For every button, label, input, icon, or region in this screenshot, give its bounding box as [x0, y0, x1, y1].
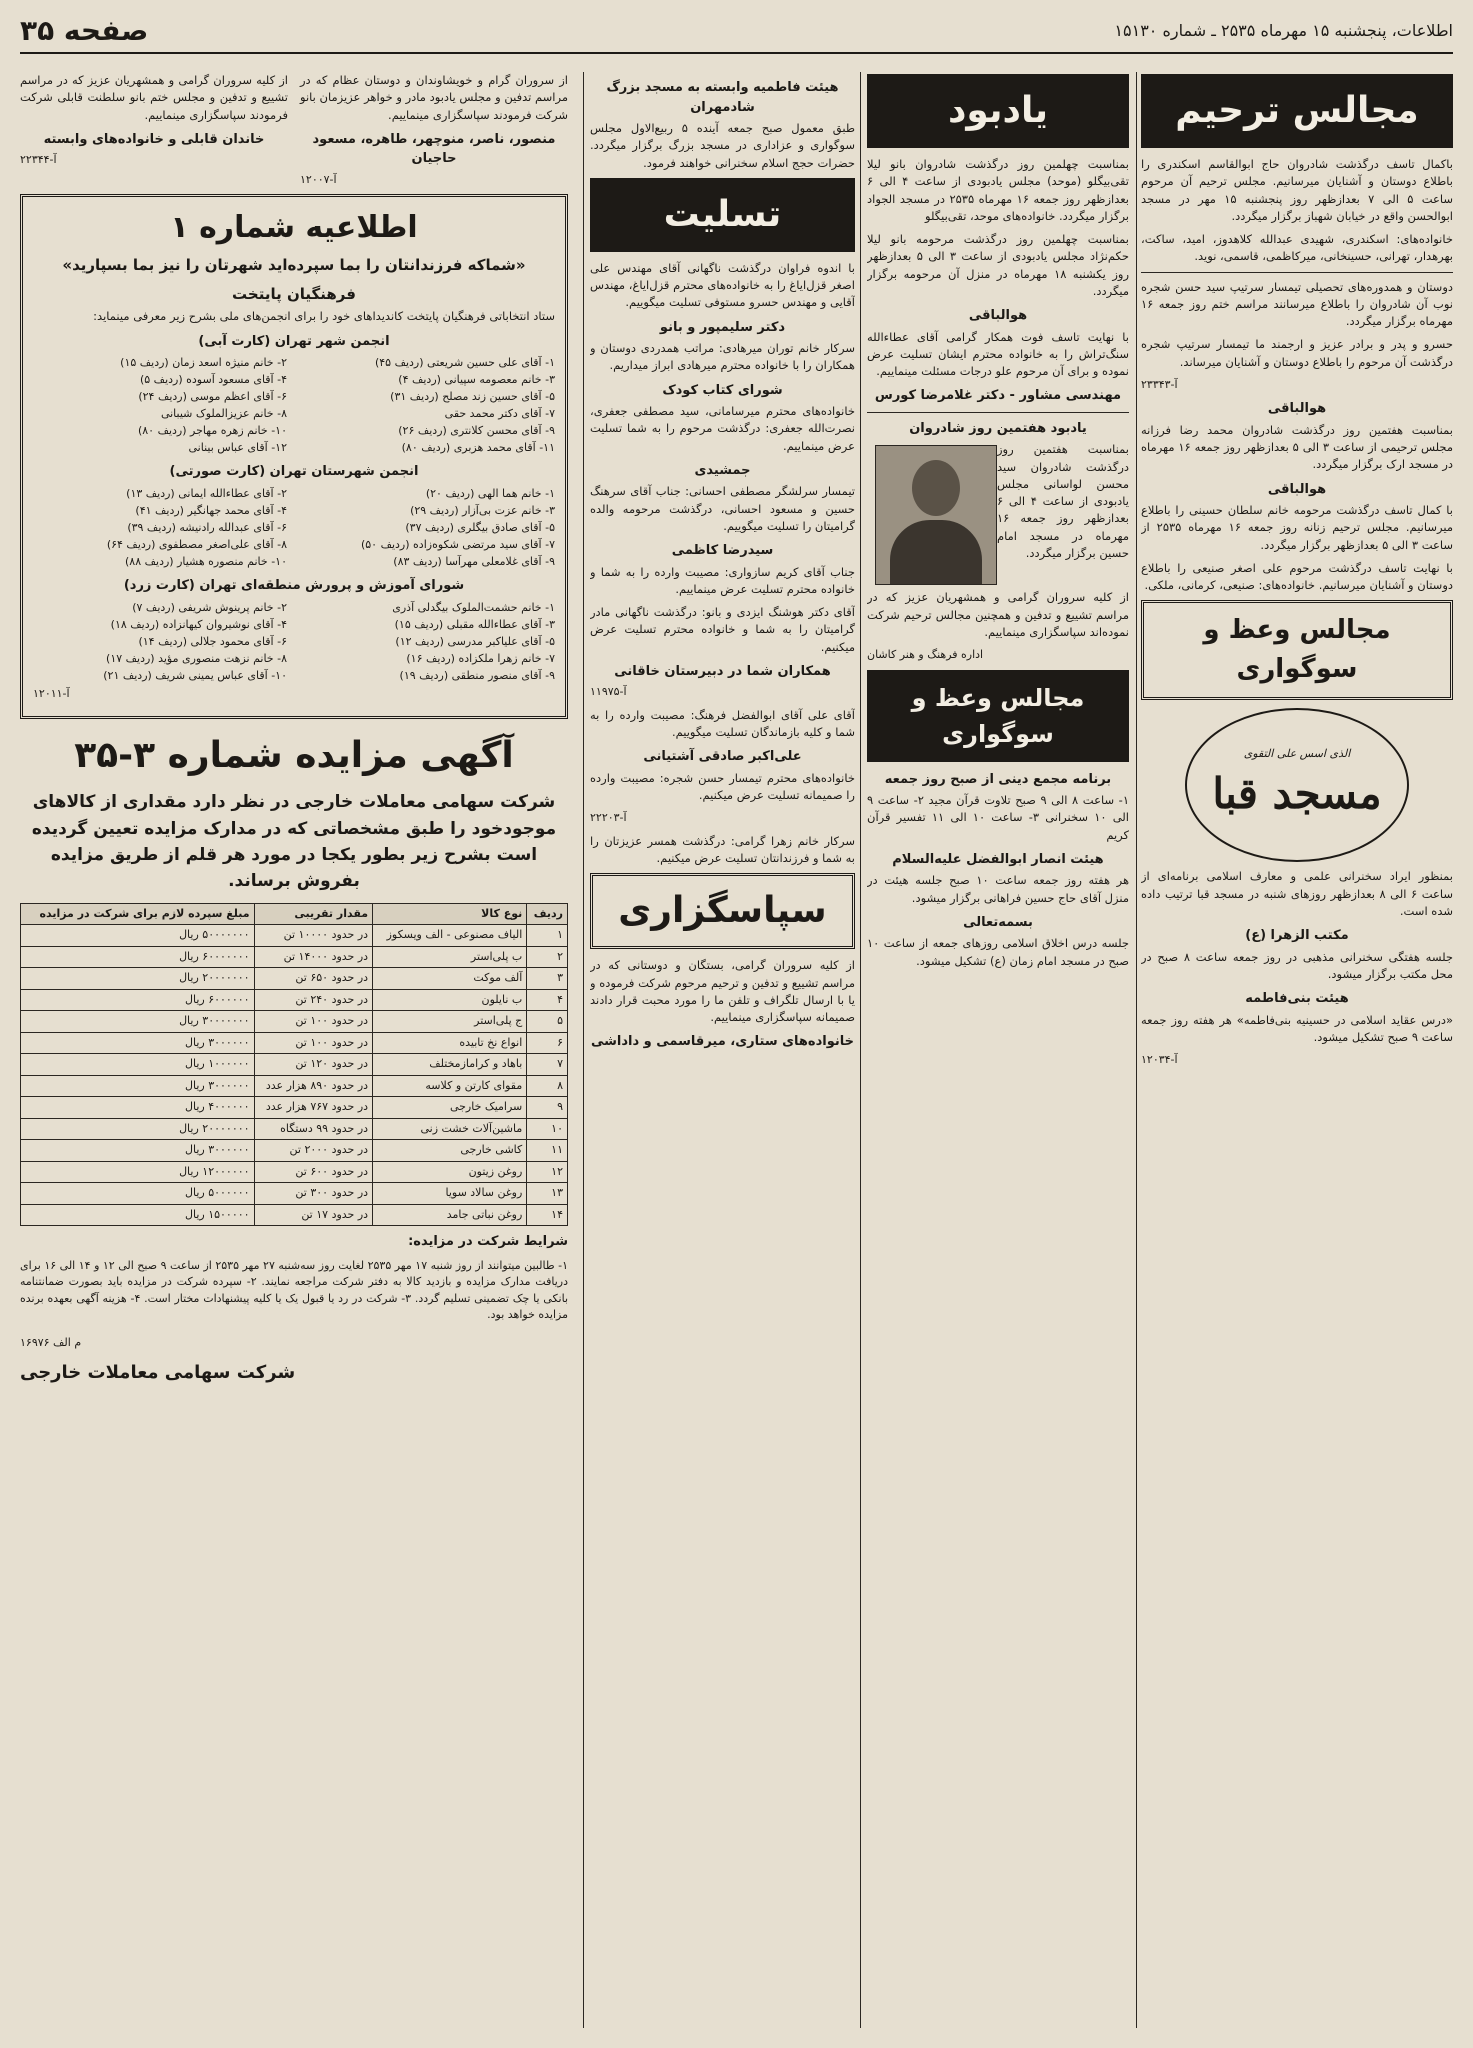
notice-text: آقای علی آقای ابوالفضل فرهنگ: مصیبت وارده را به شما و کلیه بازماندگان تسلیت میگوییم. — [590, 707, 855, 739]
notice-text: جناب آقای کریم سازواری: مصیبت وارده را به شما و خانواده محترم تسلیت عرض مینماییم. — [590, 564, 855, 596]
notice-heading: هیئت بنی‌فاطمه — [1245, 991, 1349, 1006]
auction-notice — [20, 729, 568, 1386]
ad-ref: آ-۱۲۰۰۷ — [300, 172, 337, 186]
ad-ref: آ-۱۲۰۳۴ — [1141, 1053, 1178, 1066]
table-cell: باهاد و کرامازمختلف — [373, 1054, 527, 1076]
candidate: ۳- خانم عزت بی‌آزار (ردیف ۲۹) — [410, 503, 555, 517]
table-cell: ۱۰۰۰۰۰۰ ریال — [21, 1054, 255, 1076]
notice-heading: مهندسی مشاور - دکتر غلامرضا کورس — [874, 388, 1122, 404]
conditions-title: شرایط شرکت در مزایده: — [408, 1234, 568, 1250]
table-cell: در حدود ۱۰۰ تن — [254, 1011, 373, 1033]
candidate: ۷- خانم زهرا ملکزاده (ردیف ۱۶) — [406, 651, 555, 665]
column-header: ردیف — [527, 903, 568, 925]
table-cell: ۴۰۰۰۰۰۰ ریال — [21, 1097, 255, 1119]
thanks-notice — [300, 72, 568, 194]
auction-signature: شرکت سهامی معاملات خارجی — [20, 1362, 296, 1384]
signature: جمشیدی — [694, 462, 751, 478]
notice-heading: هوالباقی — [1267, 401, 1327, 417]
candidate: ۶- آقای عبدالله رادنیشه (ردیف ۳۹) — [127, 520, 287, 534]
table-cell: روغن زیتون — [373, 1161, 527, 1183]
table-row — [21, 1097, 568, 1119]
table-cell: ۶۰۰۰۰۰۰ ریال — [21, 989, 255, 1011]
signature: همکاران شما در دبیرستان خاقانی — [614, 663, 831, 679]
photo-caption: یادبود هفتمین روز شادروان — [909, 420, 1087, 436]
notice-text: خانواده‌های: اسکندری، شهیدی عبدالله کلاهدوز، امید، ساکت، بهرهدار، تهرانی، حسینخانی، میرکاظمی، قاسمی، نوید. — [1141, 232, 1453, 264]
notice-text: جلسه هفتگی سخنرانی مذهبی در روز جمعه ساعت ۸ صبح در محل مکتب برگزار میشود. — [1141, 949, 1453, 981]
candidate: ۲- خانم پرینوش شریفی (ردیف ۷) — [132, 600, 287, 614]
candidate: ۴- آقای نوشیروان کیهانزاده (ردیف ۱۸) — [110, 617, 287, 631]
notice-heading: هوالباقی — [968, 308, 1028, 323]
table-row — [21, 1140, 568, 1162]
candidate-list — [33, 485, 555, 570]
table-row — [21, 1054, 568, 1076]
ad-ref: م الف ۱۶۹۷۶ — [20, 1335, 82, 1349]
table-row — [21, 1032, 568, 1054]
auction-intro: شرکت سهامی معاملات خارجی در نظر دارد مقداری از کالاهای موجودخود را طبق مشخصاتی که در مدارک مزایده تعیین گردیده است بشرح زیر بطور یکجا در مورد هر قلم از طریق مزایده بفروش برساند. — [31, 792, 557, 892]
ad-ref: آ-۱۱۹۷۵ — [590, 685, 627, 699]
table-row — [21, 1075, 568, 1097]
table-cell: ب پلی‌استر — [373, 946, 527, 968]
signature: دکتر سلیمپور و بانو — [659, 319, 786, 335]
table-cell: در حدود ۷۶۷ هزار عدد — [254, 1097, 373, 1119]
portrait-photo — [875, 445, 997, 585]
separator — [1141, 272, 1453, 273]
banner-majalese-tarhim: مجالس ترحیم — [1141, 74, 1453, 148]
candidate: ۱۰- آقای عباس یمینی شریف (ردیف ۲۱) — [103, 668, 287, 682]
table-cell: ۸ — [527, 1075, 568, 1097]
candidate: ۳- آقای عطاءالله مقبلی (ردیف ۱۵) — [394, 617, 555, 631]
notice-text: بمناسبت چهلمین روز درگذشت مرحومه بانو لیلا حکم‌نژاد مجلس یادبودی از ساعت ۳ الی ۵ بعدازظهر روز یکشنبه ۱۸ مهرماه در منزل آن مرحومه برگزار میگردد. — [867, 232, 1129, 298]
candidate: ۸- خانم نزهت منصوری مؤید (ردیف ۱۷) — [106, 651, 287, 665]
notice-text: از سروران گرام و خویشاوندان و دوستان عظام که در مراسم تدفین و مجلس یادبود مادر و خواهر عزیزمان بانو شرکت فرمودند سپاسگزاری مینماییم. — [300, 73, 568, 122]
issue-info: اطلاعات، پنجشنبه ۱۵ مهرماه ۲۵۳۵ ـ شماره ۱۵۱۳۰ — [1114, 20, 1453, 40]
table-row — [21, 989, 568, 1011]
announcement-intro: ستاد انتخاباتی فرهنگیان پایتخت کاندیداهای خود را برای انجمن‌های ملی بشرح زیر معرفی مینماید: — [93, 309, 555, 324]
table-cell: در حدود ۸۹۰ هزار عدد — [254, 1075, 373, 1097]
table-cell: ۲۰۰۰۰۰۰۰ ریال — [21, 968, 255, 990]
table-cell: ۷ — [527, 1054, 568, 1076]
notice-text: با کمال تاسف درگذشت مرحومه خانم سلطان حسینی را باطلاع میرسانیم. مجلس ترحیم زنانه روز جمعه ۱۶ مهرماه ۲۵۳۵ از ساعت ۳ الی ۵ بعدازظهر برگزار میگردد. — [1141, 503, 1453, 552]
candidate: ۱۰- خانم زهره مهاجر (ردیف ۸۰) — [137, 424, 287, 438]
group-heading: شورای آموزش و پرورش منطقه‌ای تهران (کارت زرد) — [123, 578, 465, 594]
table-cell: روغن سالاد سویا — [373, 1183, 527, 1205]
table-cell: ۹ — [527, 1097, 568, 1119]
notice-text: حسرو و پدر و برادر عزیز و ارجمند ما تیمسار سرتیپ شجره درگذشت آن مرحوم را باطلاع دوستان و آشنایان میرساند. — [1141, 337, 1453, 369]
notice-text: خانواده‌های محترم میرسامانی، سید مصطفی جعفری، نصرت‌الله جعفری: درگذشت مرحوم را به شما تسلیت عرض مینماییم. — [590, 404, 855, 453]
notice-text: «درس عقاید اسلامی در حسینیه بنی‌فاطمه» هر هفته روز جمعه ساعت ۹ صبح تشکیل میشود. — [1141, 1012, 1453, 1044]
notice-heading: هیئت انصار ابوالفضل علیه‌السلام — [892, 851, 1104, 867]
notice-text: بمناسبت هفتمین روز درگذشت شادروان محمد رضا فرزانه مجلس ترحیمی از ساعت ۳ الی ۵ بعدازظهر روز جمعه ۱۶ مهرماه در مسجد ارک برگزار میگردد. — [1141, 422, 1453, 472]
banner-tasliyat: تسلیت — [590, 178, 855, 252]
notice-text: از کلیه سروران گرامی و همشهریان عزیز که در مراسم تشییع و تدفین و همچنین مجالس ترحیم شرکت نموده‌اند سپاسگزاری مینماییم. — [867, 590, 1129, 639]
candidate: ۳- خانم معصومه سپیانی (ردیف ۴) — [398, 373, 555, 387]
table-cell: ماشین‌آلات خشت زنی — [373, 1118, 527, 1140]
candidate: ۸- آقای علی‌اصغر مصطفوی (ردیف ۶۴) — [106, 537, 287, 551]
table-cell: ۵۰۰۰۰۰۰ ریال — [21, 1183, 255, 1205]
column-memorial — [867, 72, 1129, 2028]
candidate: ۹- آقای محسن کلانتری (ردیف ۲۶) — [398, 424, 555, 438]
notice-text: از کلیه سروران گرامی و همشهریان عزیز که در مراسم تشییع و تدفین و مجلس ختم بانو سلطنت قابلی شرکت فرمودند سپاسگزاری مینماییم. — [20, 73, 288, 122]
page-number: صفحه ۳۵ — [20, 13, 149, 47]
notice-heading: هیئت فاطمیه وابسته به مسجد بزرگ شادمهران — [606, 80, 839, 115]
table-row — [21, 1161, 568, 1183]
signature: منصور، ناصر، منوچهر، طاهره، مسعود حاجیان — [312, 131, 556, 167]
candidate: ۵- آقای صادق بیگلری (ردیف ۳۷) — [405, 520, 555, 534]
table-cell: ۱ — [527, 925, 568, 947]
notice-text: با نهایت تاسف فوت همکار گرامی آقای عطاءالله سنگ‌تراش را به خانواده محترم ایشان تسلیت عرض نموده و برای آن مرحوم علو درجات مسئلت مینماییم. — [867, 329, 1129, 378]
signature: شورای کتاب کودک — [662, 382, 783, 398]
table-cell: در حدود ۲۴۰ تن — [254, 989, 373, 1011]
masjed-qoba-logo — [1185, 708, 1409, 862]
table-cell: در حدود ۲۰۰۰ تن — [254, 1140, 373, 1162]
candidate: ۵- آقای علیاکبر مدرسی (ردیف ۱۲) — [395, 634, 555, 648]
table-row — [21, 925, 568, 947]
notice-text: خانواده‌های محترم تیمسار حسن شجره: مصیبت وارده را صمیمانه تسلیت عرض میکنیم. — [590, 770, 855, 802]
notice-text: با نهایت تاسف درگذشت مرحوم علی اصغر صنیعی را باطلاع دوستان و آشنایان میرسانیم. خانواده‌های: صنیعی، کرمانی، ملکی. — [1141, 560, 1453, 592]
candidate: ۷- آقای دکتر محمد حقی — [444, 407, 555, 421]
candidate: ۹- آقای غلامعلی مهرآسا (ردیف ۸۳) — [393, 554, 555, 568]
candidate: ۵- آقای حسین زند مصلح (ردیف ۳۱) — [390, 390, 555, 404]
signature: سیدرضا کاظمی — [671, 543, 774, 558]
table-cell: ج پلی‌استر — [373, 1011, 527, 1033]
table-row — [21, 1011, 568, 1033]
logo-title: مسجد قبا — [1212, 769, 1382, 818]
table-cell: ۱۰ — [527, 1118, 568, 1140]
column-mourning — [1141, 72, 1453, 2028]
candidate-list — [33, 599, 555, 684]
notice-heading: بسمه‌تعالی — [963, 914, 1033, 930]
table-cell: در حدود ۱۰۰۰۰ تن — [254, 925, 373, 947]
banner-sepasgozari: سپاسگزاری — [590, 873, 855, 949]
table-cell: ۴ — [527, 989, 568, 1011]
table-cell: روغن نباتی جامد — [373, 1204, 527, 1226]
notice-text: بمنظور ایراد سخنرانی علمی و معارف اسلامی برنامه‌ای از ساعت ۶ الی ۸ بعدازظهر روزهای شنبه در مسجد قبا ترتیب داده شده است. — [1141, 869, 1453, 918]
auction-table-body — [21, 925, 568, 1226]
table-header-row — [21, 903, 568, 925]
table-cell: الیاف مصنوعی - الف ویسکوز — [373, 925, 527, 947]
candidate: ۷- آقای سید مرتضی شکوه‌زاده (ردیف ۵۰) — [360, 537, 555, 551]
notice-heading: هوالباقی — [1267, 481, 1327, 497]
table-row — [21, 946, 568, 968]
ad-ref: آ-۲۲۲۰۳ — [590, 811, 627, 825]
notice-text: سرکار خانم توران میرهادی: مراتب همدردی دوستان و همکاران را با خانواده محترم میرهادی ابراز میداریم. — [590, 341, 855, 373]
candidate: ۱- آقای علی حسین شریعتی (ردیف ۴۵) — [374, 356, 555, 369]
table-cell: کاشی خارجی — [373, 1140, 527, 1162]
table-cell: سرامیک خارجی — [373, 1097, 527, 1119]
notice-text: هر هفته روز جمعه ساعت ۱۰ صبح جلسه هیئت در منزل آقای حاج حسین فراهانی برگزار میشود. — [867, 873, 1129, 905]
table-cell: ب نایلون — [373, 989, 527, 1011]
banner-vaz-2: مجالس وعظ و سوگواری — [867, 670, 1129, 762]
table-cell: در حدود ۶۰۰ تن — [254, 1161, 373, 1183]
table-cell: ۳۰۰۰۰۰۰ ریال — [21, 1140, 255, 1162]
group-heading: انجمن شهرستان تهران (کارت صورتی) — [169, 464, 419, 480]
notice-text: سرکار خانم زهرا گرامی: درگذشت همسر عزیزتان را به شما و فرزندانتان تسلیت عرض میکنیم. — [590, 833, 855, 865]
table-cell: ۱۴ — [527, 1204, 568, 1226]
column-rule — [583, 72, 584, 2028]
table-row — [21, 1204, 568, 1226]
notice-text: جلسه درس اخلاق اسلامی روزهای جمعه از ساعت ۱۰ صبح در مسجد امام زمان (ع) تشکیل میشود. — [867, 936, 1129, 968]
signature: اداره فرهنگ و هنر کاشان — [867, 648, 984, 661]
candidate: ۹- آقای منصور منطقی (ردیف ۱۹) — [399, 668, 555, 682]
candidate: ۲- آقای عطاءالله ایمانی (ردیف ۱۳) — [126, 486, 287, 500]
group-heading: انجمن شهر تهران (کارت آبی) — [198, 333, 390, 349]
banner-vaz: مجالس وعظ و سوگواری — [1141, 600, 1453, 700]
notice-heading: مکتب الزهرا (ع) — [1245, 928, 1349, 943]
notice-text: دوستان و همدوره‌های تحصیلی تیمسار سرتیپ سید حسن شجره نوب آن شادروان را باطلاع میرسانند مراسم ختم روز جمعه ۱۶ مهرماه برگزار میگردد. — [1141, 279, 1453, 328]
notice-text: از کلیه سروران گرامی، بستگان و دوستانی که در مراسم تشییع و تدفین و ترحیم مرحوم شرکت فرموده و یا با ارسال تلگراف و تلفن ما را مورد محبت قرار دادند صمیمانه سپاسگزاری مینماییم. — [590, 958, 855, 1024]
table-cell: در حدود ۳۰۰ تن — [254, 1183, 373, 1205]
table-cell: در حدود ۹۹ دستگاه — [254, 1118, 373, 1140]
table-cell: در حدود ۱۷ تن — [254, 1204, 373, 1226]
table-cell: ۱۲ — [527, 1161, 568, 1183]
ad-ref: آ-۲۳۳۴۳ — [1141, 377, 1178, 391]
table-cell: ۵ — [527, 1011, 568, 1033]
table-cell: ۶ — [527, 1032, 568, 1054]
conditions-text: ۱- طالبین میتوانند از روز شنبه ۱۷ مهر ۲۵۳۵ لغایت روز سه‌شنبه ۲۷ مهر ۲۵۳۵ از ساعت ۹ صبح الی ۱۲ و ۱۴ الی ۱۶ برای دریافت مدارک مزایده و بازدید کالا به دفتر شرکت مراجعه نمایند. ۲- سپرده شرکت در مزایده باید بصورت ضمانتنامه بانکی یا چک تضمینی تسلیم گردد. ۳- شرکت در رد یا قبول یک یا کلیه پیشنهادات مختار است. ۴- هزینه آگهی بعهده برنده مزایده خواهد بود. — [20, 1258, 568, 1322]
auction-table — [20, 903, 568, 1227]
table-cell: ۳ — [527, 968, 568, 990]
banner-yadbood: یادبود — [867, 74, 1129, 148]
notice-text: باکمال تاسف درگذشت شادروان حاج ابوالقاسم اسکندری را باطلاع دوستان و آشنایان میرسانیم. مجلس ترحیم آن مرحوم ساعت ۵ الی ۷ بعدازظهر روز پنجشنبه ۱۵ مهر در مسجد ابوالحسن واقع در خیابان شهباز برگزار میگردد. — [1141, 157, 1453, 223]
candidate: ۸- خانم عزیزالملوک شیبانی — [160, 407, 287, 421]
candidate-list — [33, 354, 555, 456]
column-rule — [1136, 72, 1137, 2028]
table-row — [21, 1118, 568, 1140]
logo-arc-text: الذی اسس علی التقوی — [1243, 746, 1351, 760]
portrait-head — [912, 460, 960, 516]
ad-ref: آ-۱۲۰۱۱ — [33, 686, 70, 700]
candidate: ۱۰- خانم منصوره هشیار (ردیف ۸۸) — [125, 554, 287, 568]
table-cell: مقوای کارتن و کلاسه — [373, 1075, 527, 1097]
table-cell: انواع نخ تابیده — [373, 1032, 527, 1054]
notice-text: بمناسبت هفتمین روز درگذشت شادروان سید محسن لواسانی مجلس یادبودی از ساعت ۴ الی ۶ بعدازظهر روز جمعه ۱۶ مهرماه در مسجد امام حسین برگزار میگردد. — [997, 442, 1129, 560]
notice-text: ۱- ساعت ۸ الی ۹ صبح تلاوت قرآن مجید ۲- ساعت ۹ الی ۱۰ سخنرانی ۳- ساعت ۱۰ الی ۱۱ تفسیر قرآن کریم — [867, 793, 1129, 842]
signature: خاندان قابلی و خانواده‌های وابسته — [43, 131, 265, 147]
table-cell: ۲۰۰۰۰۰۰۰ ریال — [21, 1118, 255, 1140]
candidate: ۱- خانم هما الهی (ردیف ۲۰) — [425, 486, 555, 500]
notice-text: تیمسار سرلشگر مصطفی احسانی: جناب آقای سرهنگ حسین و مسعود احسانی، درگذشت مرحومه والده گرامیتان را تسلیت میگوییم. — [590, 484, 855, 533]
table-cell: ۳۰۰۰۰۰۰ ریال — [21, 1075, 255, 1097]
candidate: ۶- آقای اعظم موسی (ردیف ۲۴) — [138, 390, 287, 404]
candidate: ۱۲- آقای عباس بینانی — [188, 441, 287, 455]
table-row — [21, 1183, 568, 1205]
table-cell: در حدود ۱۲۰ تن — [254, 1054, 373, 1076]
candidate: ۶- آقای محمود جلالی (ردیف ۱۴) — [138, 634, 287, 648]
table-cell: در حدود ۱۴۰۰۰ تن — [254, 946, 373, 968]
candidate: ۱- خانم حشمت‌الملوک بیگدلی آذری — [392, 600, 555, 614]
table-cell: در حدود ۶۵۰ تن — [254, 968, 373, 990]
column-header: نوع کالا — [373, 903, 527, 925]
column-rule — [860, 72, 861, 2028]
table-cell: ۳۰۰۰۰۰۰ ریال — [21, 1032, 255, 1054]
announcement-title: اطلاعیه شماره ۱ — [170, 210, 418, 246]
column-notices — [20, 72, 568, 2028]
election-announcement — [20, 194, 568, 719]
thanks-notice — [20, 72, 288, 194]
notice-text: بمناسبت چهلمین روز درگذشت شادروان بانو لیلا تقی‌بیگلو (موحد) مجلس یادبودی از ساعت ۴ الی ۶ بعدازظهر روز جمعه ۱۶ مهرماه ۲۵۳۵ در مسجد الجواد برگزار میگردد. خانواده‌های موحد، تقی‌بیگلو — [867, 157, 1129, 223]
table-cell: آلف موکت — [373, 968, 527, 990]
separator — [867, 412, 1129, 413]
table-cell: ۶۰۰۰۰۰۰۰ ریال — [21, 946, 255, 968]
table-cell: ۱۱ — [527, 1140, 568, 1162]
candidate: ۴- آقای مسعود آسوده (ردیف ۵) — [139, 373, 287, 387]
column-header: مقدار تقریبی — [254, 903, 373, 925]
table-cell: ۳۰۰۰۰۰۰۰ ریال — [21, 1011, 255, 1033]
notice-text: طبق معمول صبح جمعه آینده ۵ ربیع‌الاول مجلس سوگواری و عزاداری در مسجد بزرگ برگزار میگردد. حضرات حجج اسلام سخنرانی خواهند فرمود. — [590, 121, 855, 170]
candidate: ۱۱- آقای محمد هزبری (ردیف ۸۰) — [401, 441, 555, 455]
table-cell: ۱۵۰۰۰۰۰ ریال — [21, 1204, 255, 1226]
announcement-org: فرهنگیان پایتخت — [232, 284, 356, 303]
table-row — [21, 968, 568, 990]
signature: علی‌اکبر صادقی آشتیانی — [643, 749, 802, 765]
column-header: مبلغ سپرده لازم برای شرکت در مزایده — [21, 903, 255, 925]
signature: خانواده‌های ستاری، میرقاسمی و داداشی — [590, 1034, 855, 1050]
notice-text: آقای دکتر هوشنگ ایزدی و بانو: درگذشت ناگهانی مادر گرامیتان را به شما و خانواده محترم تسلیت عرض میکنیم. — [590, 605, 855, 654]
thanks-row — [20, 72, 568, 194]
page-header — [20, 8, 1453, 54]
table-cell: ۱۲۰۰۰۰۰۰ ریال — [21, 1161, 255, 1183]
table-cell: ۵۰۰۰۰۰۰۰ ریال — [21, 925, 255, 947]
table-cell: ۲ — [527, 946, 568, 968]
candidate: ۲- خانم منیژه اسعد زمان (ردیف ۱۵) — [120, 356, 287, 369]
notice-heading: برنامه مجمع دینی از صبح روز جمعه — [884, 771, 1112, 787]
candidate: ۴- آقای محمد جهانگیر (ردیف ۴۱) — [135, 503, 287, 517]
column-condolence — [590, 72, 855, 2028]
notice-text: با اندوه فراوان درگذشت ناگهانی آقای مهندس علی اصغر قزل‌ایاغ را به خانواده‌های محترم قزل‌ایاغ، مهندس آقایی و مهندس حسرو مستوفی تسلیت میگوییم. — [590, 260, 855, 310]
announcement-slogan: «شماکه فرزندانتان را بما سپرده‌اید شهرتان را نیز بما بسپارید» — [62, 256, 526, 275]
auction-title: آگهی مزایده شماره ۳-۳۵ — [74, 735, 514, 777]
table-cell: در حدود ۱۰۰ تن — [254, 1032, 373, 1054]
ad-ref: آ-۲۲۳۴۴ — [20, 153, 57, 167]
table-cell: ۱۳ — [527, 1183, 568, 1205]
portrait-torso — [890, 520, 982, 585]
